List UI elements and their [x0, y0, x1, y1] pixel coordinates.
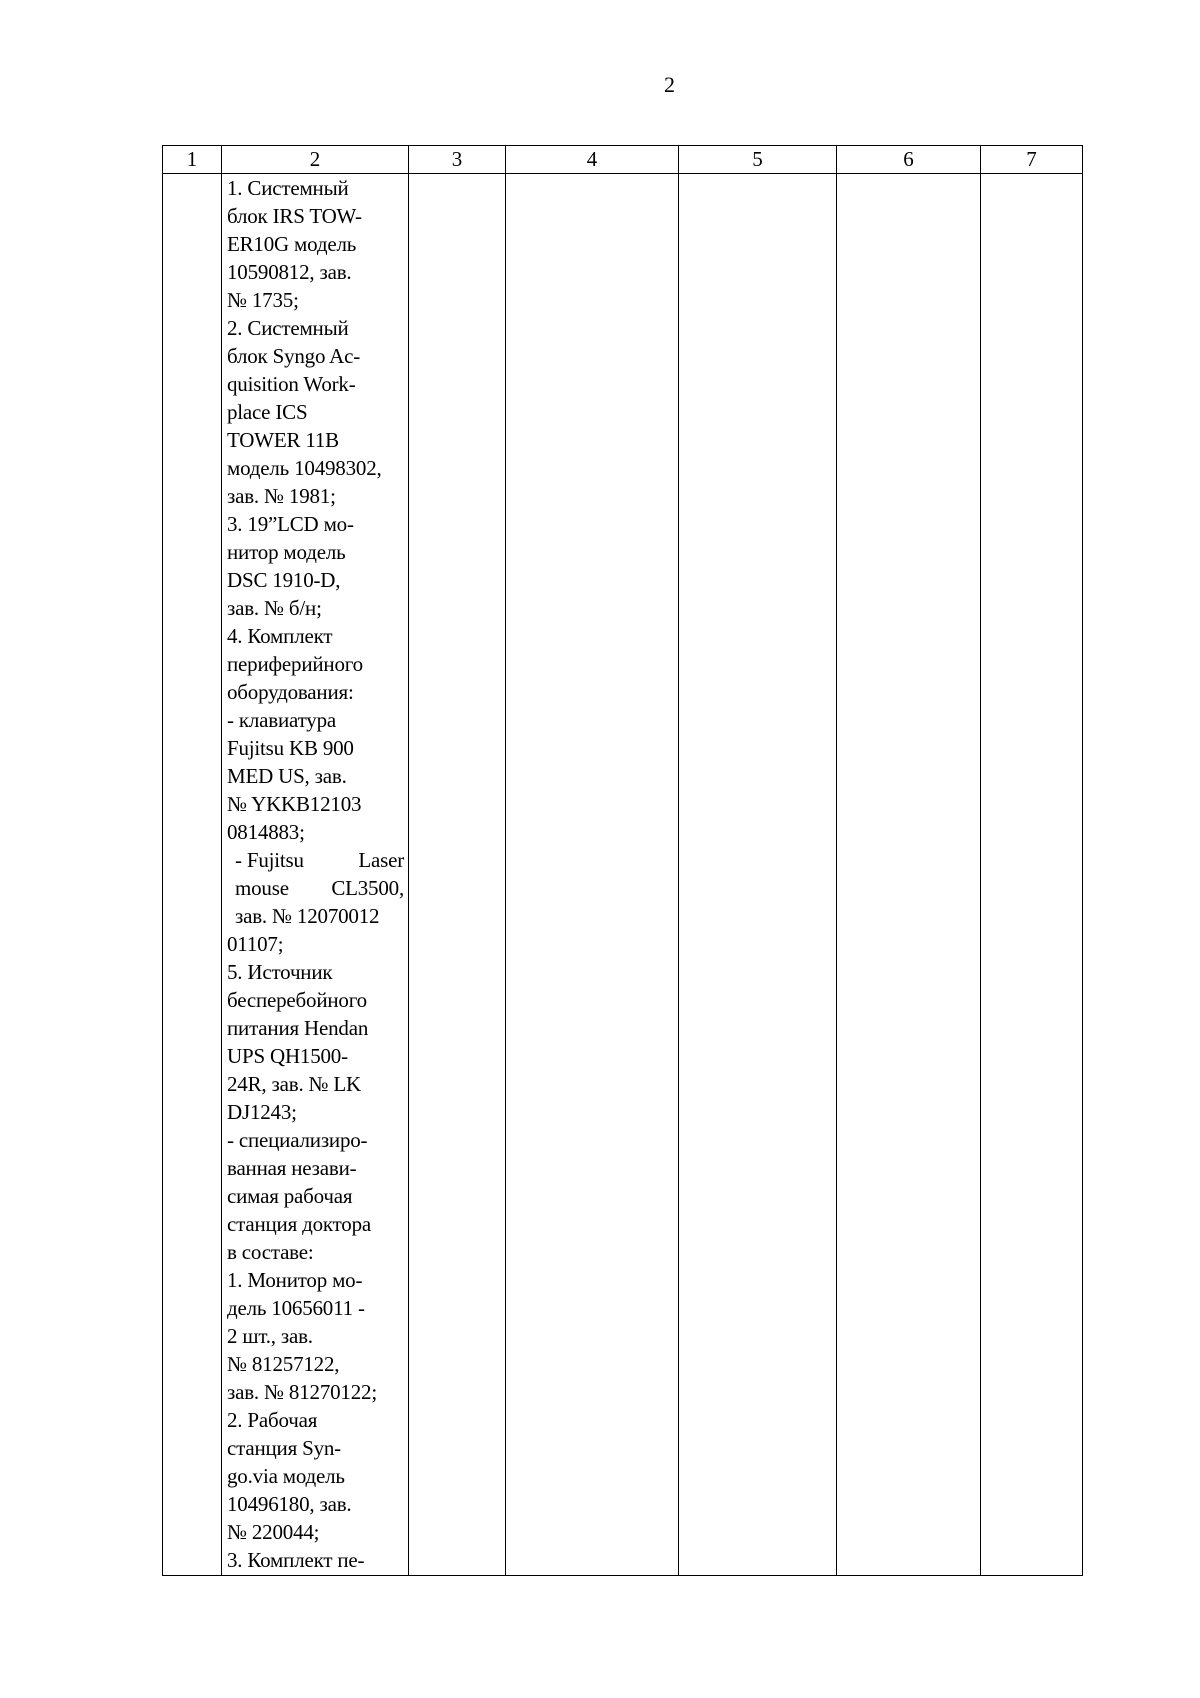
equipment-list-text	[222, 174, 408, 1574]
text-line: зав. № б/н;	[227, 596, 322, 620]
text-line: ER10G модель	[227, 232, 357, 256]
text-line	[227, 874, 404, 902]
text-line: блок Syngo Ac-	[227, 344, 361, 368]
text-line: зав. № 12070012	[235, 904, 380, 928]
text-line	[227, 846, 404, 874]
text-line: 01107;	[227, 932, 284, 956]
text-line: go.via модель	[227, 1464, 345, 1488]
text-line: 10590812, зав.	[227, 260, 352, 284]
text-line: периферийного	[227, 652, 363, 676]
text-line: 2 шт., зав.	[227, 1324, 313, 1348]
text-line: нитор модель	[227, 540, 346, 564]
page-number: 2	[664, 72, 675, 97]
text-line: ванная незави-	[227, 1156, 357, 1180]
text-line: - специализиро-	[227, 1128, 368, 1152]
text-line-left: - Fujitsu	[235, 848, 304, 872]
text-line: зав. № 1981;	[227, 484, 336, 508]
text-line: модель 10498302,	[227, 456, 382, 480]
column-header-7: 7	[981, 146, 1083, 174]
cell-col-5	[679, 174, 837, 1576]
cell-col-3	[409, 174, 506, 1576]
table-row	[163, 174, 1083, 1576]
text-line: 1. Монитор мо-	[227, 1268, 363, 1292]
text-line: станция доктора	[227, 1212, 372, 1236]
text-line: 3. Комплект пе-	[227, 1548, 365, 1572]
column-header-5: 5	[679, 146, 837, 174]
cell-col-6	[837, 174, 981, 1576]
text-line: TOWER 11B	[227, 428, 339, 452]
document-table	[162, 145, 1083, 1576]
text-line: 0814883;	[227, 820, 305, 844]
text-line-left: mouse	[235, 876, 289, 900]
text-line: MED US, зав.	[227, 764, 347, 788]
text-line: - клавиатура	[227, 708, 336, 732]
table-header-row	[163, 146, 1083, 174]
column-header-6: 6	[837, 146, 981, 174]
text-line: дель 10656011 -	[227, 1296, 365, 1320]
text-line: DSC 1910-D,	[227, 568, 341, 592]
text-line: 2. Рабочая	[227, 1408, 318, 1432]
text-line: станция Syn-	[227, 1436, 341, 1460]
text-line: 24R, зав. № LK	[227, 1072, 362, 1096]
text-line-right: Laser	[358, 848, 404, 872]
text-line: оборудования:	[227, 680, 354, 704]
text-line: блок IRS TOW-	[227, 204, 362, 228]
text-line: питания Hendan	[227, 1016, 369, 1040]
text-line: 5. Источник	[227, 960, 333, 984]
column-header-1: 1	[163, 146, 222, 174]
text-line: в составе:	[227, 1240, 314, 1264]
cell-col-7	[981, 174, 1083, 1576]
text-line: 4. Комплект	[227, 624, 333, 648]
text-line: DJ1243;	[227, 1100, 297, 1124]
text-line: 2. Системный	[227, 316, 349, 340]
text-line: 10496180, зав.	[227, 1492, 352, 1516]
text-line: симая рабочая	[227, 1184, 353, 1208]
text-line: бесперебойного	[227, 988, 367, 1012]
text-line: 1. Системный	[227, 176, 349, 200]
text-line: № YKKB12103	[227, 792, 362, 816]
text-line: place ICS	[227, 400, 308, 424]
text-line-right: CL3500,	[331, 876, 404, 900]
text-line: № 220044;	[227, 1520, 320, 1544]
text-line: 3. 19”LCD мо-	[227, 512, 354, 536]
column-header-4: 4	[506, 146, 679, 174]
text-line: Fujitsu KB 900	[227, 736, 354, 760]
column-header-2: 2	[222, 146, 409, 174]
text-line: № 81257122,	[227, 1352, 340, 1376]
cell-col-4	[506, 174, 679, 1576]
column-header-3: 3	[409, 146, 506, 174]
text-line: UPS QH1500-	[227, 1044, 348, 1068]
text-line: № 1735;	[227, 288, 299, 312]
cell-col-2-equipment-list	[222, 174, 409, 1576]
text-line: quisition Work-	[227, 372, 356, 396]
cell-col-1	[163, 174, 222, 1576]
text-line: зав. № 81270122;	[227, 1380, 377, 1404]
